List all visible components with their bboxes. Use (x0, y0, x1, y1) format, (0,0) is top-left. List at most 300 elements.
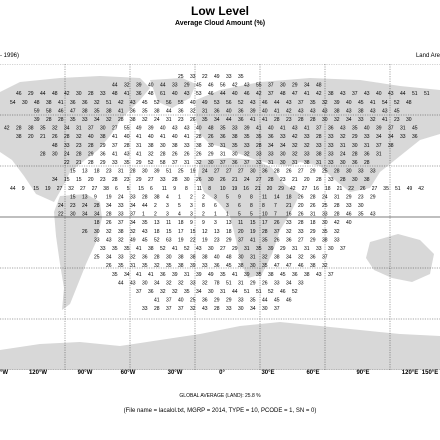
cloud-value: 35 (358, 211, 364, 218)
cloud-value: 28 (58, 117, 64, 123)
cloud-value: 13 (214, 228, 220, 235)
cloud-value: 28 (298, 117, 304, 123)
cloud-value: 21 (40, 134, 46, 141)
cloud-value: 51 (256, 289, 262, 295)
cloud-value: 4 (166, 194, 169, 201)
cloud-value: 35 (352, 125, 358, 132)
cloud-value: 34 (130, 220, 136, 227)
cloud-value: 30 (208, 160, 214, 166)
cloud-value: 30 (94, 228, 100, 235)
cloud-value: 36 (328, 125, 334, 132)
cloud-value: 15 (250, 220, 256, 227)
cloud-value: 34 (214, 117, 220, 123)
cloud-value: 15 (64, 177, 70, 184)
cloud-value: 27 (226, 168, 232, 175)
longitude-label: 0° (219, 370, 225, 376)
cloud-value: 1 (178, 194, 181, 201)
cloud-value: 28 (154, 254, 160, 261)
cloud-value: 33 (190, 280, 196, 287)
cloud-value: 34 (52, 177, 58, 184)
cloud-value: 33 (298, 280, 304, 287)
cloud-value: 34 (154, 280, 160, 287)
cloud-value: 41 (148, 271, 154, 278)
cloud-value: 43 (124, 151, 130, 158)
cloud-value: 38 (274, 254, 280, 261)
cloud-value: 46 (298, 263, 304, 270)
cloud-value: 28 (88, 160, 94, 166)
cloud-value: 25 (190, 297, 196, 304)
cloud-value: 33 (346, 203, 352, 209)
cloud-value: 3 (190, 211, 193, 218)
cloud-value: 36 (178, 108, 184, 115)
cloud-value: 38 (334, 108, 340, 115)
cloud-value: 49 (406, 185, 413, 192)
cloud-value: 38 (232, 134, 238, 141)
cloud-value: 30 (250, 168, 256, 175)
cloud-value: 5 (178, 203, 181, 209)
cloud-value: 44 (400, 91, 406, 98)
cloud-value: 32 (292, 151, 298, 158)
cloud-value: 38 (103, 185, 109, 192)
cloud-value: 5 (238, 211, 241, 218)
cloud-value: 48 (280, 91, 286, 98)
cloud-value: 44 (166, 108, 172, 115)
cloud-value: 34 (304, 82, 310, 89)
cloud-value: 28 (274, 117, 280, 123)
cloud-value: 36 (148, 289, 154, 295)
cloud-value: 40 (232, 91, 238, 98)
cloud-value: 33 (286, 220, 292, 227)
cloud-value: 55 (178, 99, 184, 106)
cloud-value: 36 (364, 151, 370, 158)
cloud-value: 20 (298, 203, 304, 209)
cloud-value: 38 (172, 142, 178, 149)
cloud-value: 28 (310, 194, 316, 201)
cloud-value: 38 (16, 134, 22, 141)
cloud-value: 27 (56, 185, 63, 192)
cloud-value: 46 (208, 82, 214, 89)
cloud-value: 43 (184, 91, 190, 98)
cloud-value: 43 (346, 108, 352, 115)
cloud-value: 31 (292, 160, 298, 166)
cloud-value: 6 (150, 185, 153, 192)
cloud-value: 31 (238, 280, 244, 287)
cloud-value: 29 (88, 151, 94, 158)
cloud-value: 55 (256, 82, 262, 89)
cloud-value: 32 (148, 151, 154, 158)
cloud-value: 32 (202, 280, 208, 287)
cloud-value: 42 (232, 82, 238, 89)
cloud-value: 48 (226, 254, 232, 261)
cloud-value: 31 (316, 160, 322, 166)
cloud-value: 35 (238, 74, 244, 80)
cloud-value: 48 (52, 142, 58, 149)
cloud-value: 2 (202, 211, 205, 218)
cloud-value: 26 (172, 151, 178, 158)
cloud-value: 39 (244, 271, 250, 278)
cloud-value: 40 (376, 91, 382, 98)
map-title: Low Level (190, 4, 249, 18)
cloud-value: 1 (226, 211, 229, 218)
cloud-value: 41 (250, 237, 256, 244)
cloud-value: 36 (202, 297, 208, 304)
cloud-value: 29 (370, 194, 376, 201)
cloud-value: 32 (244, 151, 250, 158)
cloud-value: 17 (178, 228, 184, 235)
cloud-value: 11 (238, 220, 244, 227)
cloud-value: 31 (220, 151, 226, 158)
cloud-value: 3 (226, 203, 229, 209)
cloud-value: 39 (172, 271, 178, 278)
cloud-value: 29 (292, 82, 298, 89)
cloud-value: 41 (136, 151, 142, 158)
cloud-value: 34 (250, 306, 256, 313)
cloud-value: 19 (250, 228, 256, 235)
cloud-value: 53 (196, 91, 202, 98)
period-label: - 1996) (0, 53, 20, 59)
cloud-value: 34 (64, 125, 70, 132)
cloud-value: 2 (154, 203, 157, 209)
cloud-value: 36 (220, 134, 226, 141)
cloud-value: 28 (94, 203, 100, 209)
cloud-value: 40 (88, 134, 94, 141)
cloud-value: 15 (166, 228, 172, 235)
cloud-value: 24 (202, 168, 208, 175)
cloud-value: 51 (166, 168, 172, 175)
cloud-value: 51 (395, 185, 401, 192)
cloud-value: 28 (298, 220, 304, 227)
cloud-value: 8 (250, 203, 253, 209)
cloud-value: 56 (220, 82, 226, 89)
cloud-value: 46 (208, 91, 214, 98)
cloud-value: 38 (322, 237, 328, 244)
cloud-value: 45 (274, 297, 280, 304)
cloud-value: 35 (142, 220, 148, 227)
cloud-value: 45 (226, 263, 232, 270)
cloud-value: 40 (226, 108, 232, 115)
cloud-value: 35 (322, 228, 328, 235)
cloud-value: 37 (166, 306, 172, 313)
cloud-value: 30 (406, 117, 412, 123)
cloud-value: 15 (76, 177, 82, 184)
cloud-value: 21 (232, 177, 238, 184)
cloud-value: 41 (274, 108, 280, 115)
cloud-value: 31 (268, 160, 274, 166)
cloud-value: 47 (274, 263, 280, 270)
cloud-value: 33 (172, 82, 178, 89)
cloud-value: 35 (262, 237, 268, 244)
cloud-value: 9 (173, 185, 177, 192)
cloud-value: 28 (334, 168, 340, 175)
cloud-value: 51 (106, 99, 112, 106)
cloud-value: 37 (316, 125, 322, 132)
cloud-value: 23 (106, 168, 112, 175)
cloud-value: 43 (184, 125, 190, 132)
cloud-value: 33 (280, 134, 286, 141)
cloud-value: 36 (82, 99, 88, 106)
cloud-value: 25 (178, 74, 184, 80)
cloud-value: 37 (166, 297, 172, 304)
cloud-value: 45 (196, 82, 202, 89)
cloud-value: 29 (346, 194, 352, 201)
cloud-value: 44 (226, 117, 232, 123)
cloud-value: 42 (316, 91, 322, 98)
cloud-value: 30 (322, 117, 328, 123)
cloud-value: 38 (154, 194, 160, 201)
cloud-value: 39 (190, 263, 196, 270)
cloud-value: 38 (238, 263, 244, 270)
cloud-value: 38 (328, 91, 334, 98)
cloud-value: 30 (52, 151, 58, 158)
cloud-value: 46 (280, 289, 286, 295)
cloud-value: 30 (262, 306, 268, 313)
cloud-value: 28 (262, 228, 268, 235)
cloud-value: 43 (310, 108, 316, 115)
cloud-value: 43 (130, 280, 136, 287)
cloud-value: 28 (106, 211, 112, 218)
cloud-value: 36 (310, 254, 316, 261)
cloud-value: 33 (112, 160, 118, 166)
cloud-value: 46 (346, 211, 352, 218)
cloud-value: 54 (10, 99, 16, 106)
cloud-value: 34 (124, 271, 130, 278)
cloud-value: 43 (142, 228, 148, 235)
cloud-value: 18 (286, 194, 292, 201)
cloud-value: 37 (274, 306, 280, 313)
longitude-label: 90°E (356, 370, 370, 376)
cloud-value: 30 (70, 211, 76, 218)
cloud-value: 32 (334, 117, 340, 123)
cloud-value: 24 (154, 117, 160, 123)
cloud-value: 47 (286, 263, 292, 270)
cloud-value: 41 (250, 117, 256, 123)
cloud-value: 9 (94, 194, 97, 201)
cloud-value: 5 (250, 211, 253, 218)
cloud-value: 32 (304, 142, 310, 149)
cloud-value: 35 (70, 117, 76, 123)
cloud-value: 19 (202, 237, 208, 244)
cloud-value: 33 (328, 177, 334, 184)
cloud-value: 23 (124, 177, 130, 184)
cloud-value: 52 (268, 289, 274, 295)
cloud-value: 26 (298, 194, 304, 201)
cloud-value: 9 (202, 220, 205, 227)
cloud-value: 41 (136, 271, 142, 278)
cloud-value: 27 (371, 185, 378, 192)
cloud-value: 33 (328, 160, 334, 166)
cloud-value: 29 (280, 246, 286, 252)
cloud-value: 31 (376, 151, 382, 158)
cloud-value: 3 (166, 203, 169, 209)
cloud-value: 28 (172, 177, 178, 184)
cloud-value: 28 (64, 134, 70, 141)
cloud-value: 48 (34, 99, 40, 106)
cloud-value: 35 (244, 134, 250, 141)
cloud-value: 33 (334, 237, 340, 244)
cloud-value: 36 (70, 99, 76, 106)
cloud-value: 28 (130, 168, 136, 175)
cloud-value: 20 (238, 228, 244, 235)
cloud-value: 40 (148, 82, 154, 89)
cloud-value: 33 (94, 237, 100, 244)
cloud-value: 36 (238, 117, 244, 123)
cloud-value: 29 (184, 82, 190, 89)
cloud-value: 11 (196, 185, 202, 192)
cloud-value: 33 (232, 125, 238, 132)
cloud-value: 8 (208, 185, 212, 192)
cloud-value: 38 (310, 263, 316, 270)
cloud-value: 30 (208, 246, 214, 252)
cloud-value: 29 (28, 91, 34, 98)
cloud-value: 29 (226, 237, 232, 244)
cloud-value: 37 (112, 142, 118, 149)
cloud-value: 32 (370, 117, 376, 123)
cloud-value: 33 (274, 280, 280, 287)
cloud-value: 52 (394, 99, 400, 106)
cloud-value: 35 (118, 263, 124, 270)
cloud-value: 39 (34, 117, 40, 123)
cloud-value: 23 (178, 117, 184, 123)
cloud-value: 38 (178, 263, 184, 270)
cloud-value: 17 (262, 220, 268, 227)
cloud-value: 41 (118, 108, 124, 115)
cloud-value: 22 (202, 74, 208, 80)
cloud-value: 28 (88, 91, 94, 98)
cloud-value: 52 (184, 246, 190, 252)
cloud-value: 29 (250, 280, 256, 287)
cloud-value: 41 (154, 297, 160, 304)
cloud-value: 38 (316, 151, 322, 158)
cloud-value: 45 (358, 99, 364, 106)
cloud-value: 35 (112, 246, 118, 252)
cloud-value: 40 (214, 254, 220, 261)
cloud-value: 32 (130, 228, 136, 235)
cloud-value: 23 (100, 177, 106, 184)
cloud-value: 27 (80, 185, 86, 192)
cloud-value: 78 (214, 280, 220, 287)
cloud-value: 41 (124, 91, 130, 98)
cloud-value: 35 (94, 108, 100, 115)
cloud-value: 36 (214, 108, 220, 115)
cloud-value: 53 (214, 99, 220, 106)
cloud-value: 15 (70, 194, 76, 201)
cloud-value: 45 (394, 108, 400, 115)
cloud-value: 55 (124, 125, 130, 132)
cloud-value: 11 (161, 185, 167, 192)
cloud-value: 47 (70, 108, 76, 115)
longitude-label: °W (0, 370, 9, 376)
cloud-value: 38 (82, 108, 88, 115)
cloud-value: 43 (196, 246, 202, 252)
cloud-value: 34 (286, 280, 292, 287)
cloud-value: 28 (16, 125, 22, 132)
cloud-value: 26 (220, 177, 226, 184)
cloud-value: 40 (346, 99, 352, 106)
cloud-value: 19 (45, 185, 51, 192)
cloud-value: 31 (364, 142, 370, 149)
cloud-value: 35 (256, 134, 262, 141)
cloud-value: 38 (46, 99, 52, 106)
cloud-value: 41 (136, 246, 142, 252)
cloud-value: 26 (196, 177, 202, 184)
cloud-value: 34 (268, 142, 274, 149)
cloud-value: 28 (352, 151, 358, 158)
cloud-value: 61 (160, 91, 166, 98)
cloud-value: 38 (28, 125, 34, 132)
cloud-value: 36 (238, 108, 244, 115)
cloud-value: 26 (196, 151, 202, 158)
cloud-value: 33 (226, 74, 232, 80)
cloud-value: 48 (52, 91, 58, 98)
cloud-value: 38 (364, 177, 370, 184)
cloud-value: 42 (334, 220, 340, 227)
cloud-value: 29 (310, 237, 316, 244)
cloud-value: 39 (136, 82, 142, 89)
cloud-value: 39 (196, 271, 202, 278)
cloud-value: 28 (124, 142, 130, 149)
cloud-value: 30 (76, 91, 82, 98)
cloud-value: 36 (214, 263, 220, 270)
cloud-value: 38 (154, 108, 160, 115)
cloud-value: 36 (268, 134, 274, 141)
cloud-value: 39 (268, 246, 274, 252)
cloud-value: 43 (364, 91, 370, 98)
cloud-value: 28 (214, 306, 220, 313)
cloud-value: 40 (190, 99, 196, 106)
cloud-value: 35 (232, 142, 238, 149)
cloud-value: 35 (124, 160, 130, 166)
cloud-value: 44 (274, 99, 280, 106)
cloud-value: 26 (298, 211, 304, 218)
cloud-value: 31 (304, 246, 310, 252)
cloud-value: 47 (292, 91, 298, 98)
cloud-value: 19 (231, 185, 238, 192)
cloud-value: 9 (190, 220, 193, 227)
cloud-value: 33 (298, 228, 304, 235)
cloud-value: 27 (238, 168, 244, 175)
cloud-value: 32 (262, 254, 268, 261)
cloud-value: 23 (76, 142, 82, 149)
cloud-value: 43 (292, 125, 298, 132)
cloud-value: 23 (286, 117, 292, 123)
cloud-value: 31 (130, 263, 136, 270)
cloud-value: 18 (94, 220, 100, 227)
cloud-value: 28 (88, 142, 94, 149)
cloud-value: 59 (34, 108, 40, 115)
cloud-value: 19 (190, 168, 196, 175)
cloud-value: 3 (166, 211, 169, 218)
cloud-value: 34 (106, 203, 112, 209)
cloud-value: 32 (340, 134, 346, 141)
cloud-value: 30 (208, 142, 214, 149)
cloud-value: 31 (334, 194, 340, 201)
cloud-value: 29 (136, 160, 142, 166)
cloud-value: 33 (118, 254, 124, 261)
cloud-value: 33 (160, 177, 166, 184)
cloud-value: 58 (160, 160, 166, 166)
cloud-value: 32 (94, 99, 100, 106)
cloud-value: 30 (328, 246, 334, 252)
cloud-value: 19 (106, 194, 112, 201)
cloud-value: 28 (274, 168, 280, 175)
cloud-value: 24 (340, 151, 346, 158)
cloud-value: 33 (118, 211, 124, 218)
cloud-value: 31 (250, 254, 256, 261)
cloud-value: 27 (301, 185, 308, 192)
cloud-value: 22 (58, 211, 64, 218)
cloud-value: 32 (196, 160, 202, 166)
cloud-value: 32 (166, 280, 172, 287)
